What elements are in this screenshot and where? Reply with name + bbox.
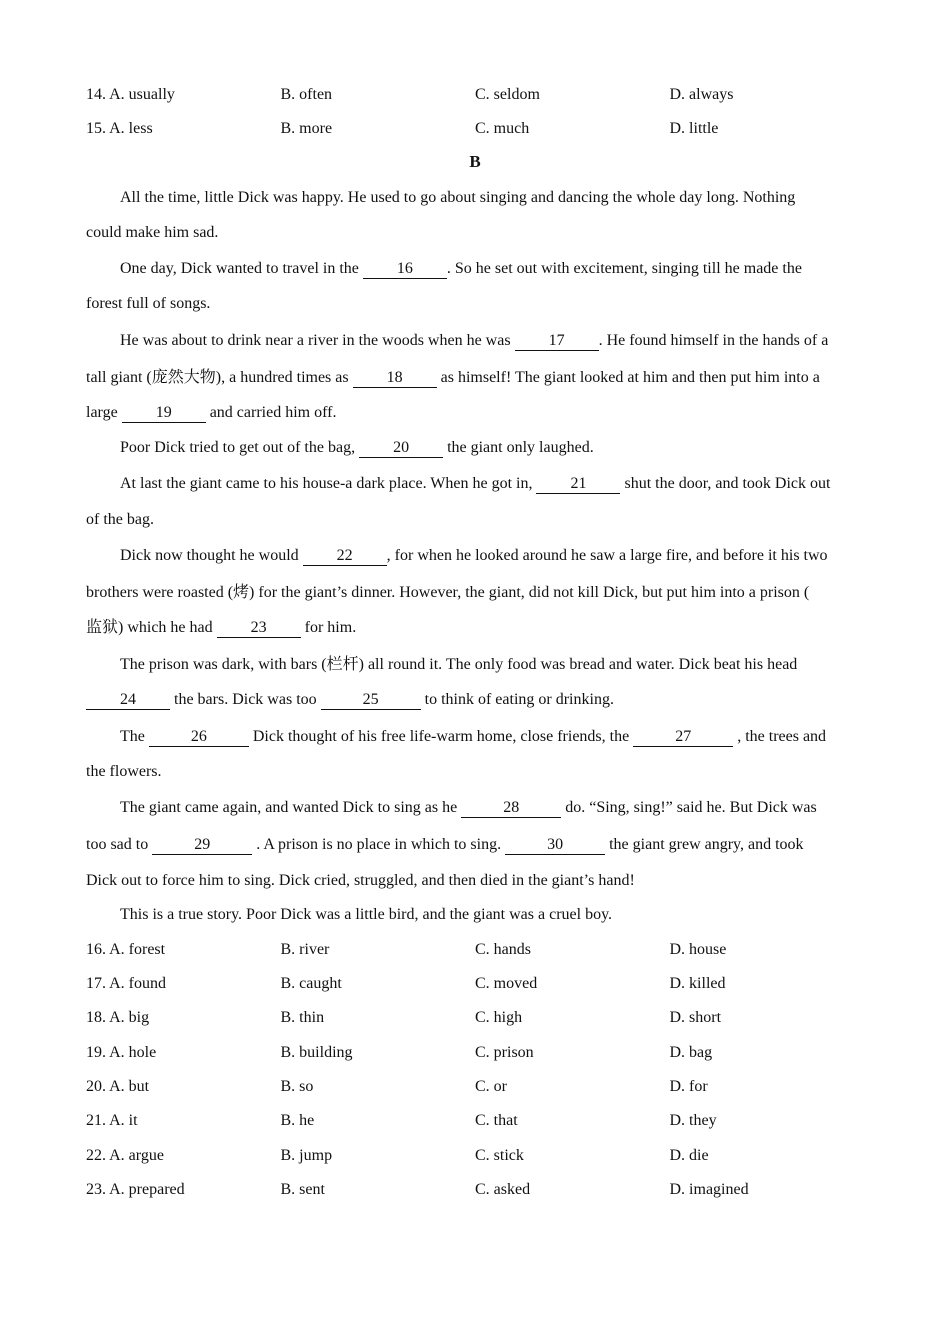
option-b: B. building [280,1043,353,1061]
option-a: 19. A. hole [86,1043,157,1061]
option-a: 22. A. argue [86,1146,164,1164]
text-line: of the bag. [86,510,154,528]
option-b: B. often [280,86,333,104]
text-segment: as himself! The giant looked at him and then put him into a [436,369,820,387]
top-options [86,78,864,147]
paragraph-10 [86,898,864,933]
option-c: C. that [475,1112,518,1130]
option-b: B. he [280,1112,315,1130]
option-row-21 [86,1104,864,1138]
option-c: C. high [475,1009,523,1027]
text-line [86,537,864,574]
blank-30: 30 [505,836,605,855]
option-d: D. killed [669,975,726,993]
option-c: C. stick [475,1146,524,1164]
text-segment: Poor Dick tried to get out of the bag, [120,438,360,456]
text-segment: the giant only laughed. [443,438,594,456]
option-a: 21. A. it [86,1112,138,1130]
text-line [86,431,864,466]
option-b: B. jump [280,1146,333,1164]
blank-21: 21 [536,475,620,494]
text-segment: The giant came again, and wanted Dick to sing as he [120,799,462,817]
text-line [86,396,864,431]
option-c: C. much [475,120,530,138]
blank-27: 27 [633,728,733,747]
option-row-19 [86,1036,864,1070]
section-title: B [469,151,481,171]
text-line: This is a true story. Poor Dick was a little bird, and the giant was a cruel boy. [120,906,613,924]
option-d: D. house [669,940,727,958]
option-row-22 [86,1138,864,1172]
text-segment: shut the door, and took Dick out [620,475,831,493]
text-segment: too sad to [86,836,153,854]
blank-25: 25 [321,691,421,710]
blank-22: 22 [303,547,387,566]
paragraph-9 [86,789,864,898]
option-a: 18. A. big [86,1009,150,1027]
text-segment: for him. [300,619,357,637]
text-segment: . A prison is no place in which to sing. [252,836,506,854]
text-line [86,789,864,826]
paragraph-8 [86,718,864,790]
option-b: B. so [280,1077,314,1095]
option-d: D. die [669,1146,709,1164]
option-b: B. caught [280,975,342,993]
blank-28: 28 [461,799,561,818]
blank-19: 19 [122,404,206,423]
blank-24: 24 [86,691,170,710]
option-d: D. little [669,120,719,138]
text-line: forest full of songs. [86,295,211,313]
option-row-17 [86,967,864,1001]
text-segment: the bars. Dick was too [170,691,321,709]
text-segment: do. “Sing, sing!” said he. But Dick was [561,799,817,817]
text-line [86,359,864,396]
paragraph-5 [86,465,864,537]
text-line: the flowers. [86,762,162,780]
text-line: Dick out to force him to sing. Dick cried, struggled, and then died in the giant’s hand! [86,871,635,889]
option-b: B. thin [280,1009,325,1027]
text-line [86,322,864,359]
text-line [86,718,864,755]
text-segment: , the trees and [733,727,827,745]
option-a: 16. A. forest [86,940,166,958]
text-segment: 监狱) which he had [86,619,217,637]
answer-options [86,933,864,1207]
option-c: C. hands [475,940,531,958]
option-b: B. more [280,120,333,138]
option-row-16 [86,933,864,967]
blank-23: 23 [217,619,301,638]
option-row-23 [86,1173,864,1207]
blank-16: 16 [363,260,447,279]
blank-17: 17 [515,332,599,351]
option-a: 15. A. less [86,120,153,138]
option-a: 17. A. found [86,975,166,993]
text-line: could make him sad. [86,223,219,241]
text-segment: and carried him off. [205,404,337,422]
text-segment: to think of eating or drinking. [420,691,614,709]
option-row-15 [86,112,864,146]
text-line [86,250,864,287]
text-segment: He was about to drink near a river in the woods when he was [120,331,515,349]
text-line [86,611,864,646]
blank-26: 26 [149,728,249,747]
paragraph-6 [86,537,864,646]
text-segment: . So he set out with excitement, singing till he made the [446,260,802,278]
text-line [86,465,864,502]
option-d: D. bag [669,1043,713,1061]
option-row-14 [86,78,864,112]
passage [86,179,864,933]
text-segment: One day, Dick wanted to travel in the [120,260,363,278]
text-line: All the time, little Dick was happy. He used to go about singing and dancing the whole day long. Nothing [120,188,796,206]
paragraph-2 [86,250,864,322]
option-b: B. sent [280,1180,325,1198]
text-line: The prison was dark, with bars (栏杆) all round it. The only food was bread and water. Dick beat his head [120,655,798,673]
text-segment: Dick thought of his free life-warm home, close friends, the [248,727,634,745]
text-segment: . He found himself in the hands of a [598,331,829,349]
option-c: C. prison [475,1043,534,1061]
text-segment: large [86,404,122,422]
option-d: D. short [669,1009,722,1027]
option-row-18 [86,1001,864,1035]
text-segment: tall giant (庞然大物), a hundred times as [86,369,353,387]
text-segment: The [120,727,149,745]
paragraph-7 [86,646,864,718]
option-row-20 [86,1070,864,1104]
option-c: C. moved [475,975,538,993]
text-segment: At last the giant came to his house-a dark place. When he got in, [120,475,537,493]
text-segment: Dick now thought he would [120,547,303,565]
option-c: C. seldom [475,86,540,104]
paragraph-3 [86,322,864,431]
option-a: 20. A. but [86,1077,150,1095]
text-line [86,683,864,718]
option-a: 23. A. prepared [86,1180,185,1198]
paragraph-1 [86,179,864,251]
option-c: C. asked [475,1180,531,1198]
option-c: C. or [475,1077,507,1095]
blank-18: 18 [353,369,437,388]
blank-20: 20 [359,439,443,458]
text-segment: , for when he looked around he saw a large fire, and before it his two [386,547,828,565]
option-d: D. imagined [669,1180,749,1198]
paragraph-4 [86,431,864,466]
text-line: brothers were roasted (烤) for the giant’s dinner. However, the giant, did not kill Dick, but put him into a prison ( [86,584,810,602]
option-d: D. for [669,1077,708,1095]
blank-29: 29 [152,836,252,855]
option-b: B. river [280,940,330,958]
option-a: 14. A. usually [86,86,175,104]
text-segment: the giant grew angry, and took [605,836,804,854]
text-line [86,826,864,863]
option-d: D. always [669,86,734,104]
option-d: D. they [669,1112,717,1130]
